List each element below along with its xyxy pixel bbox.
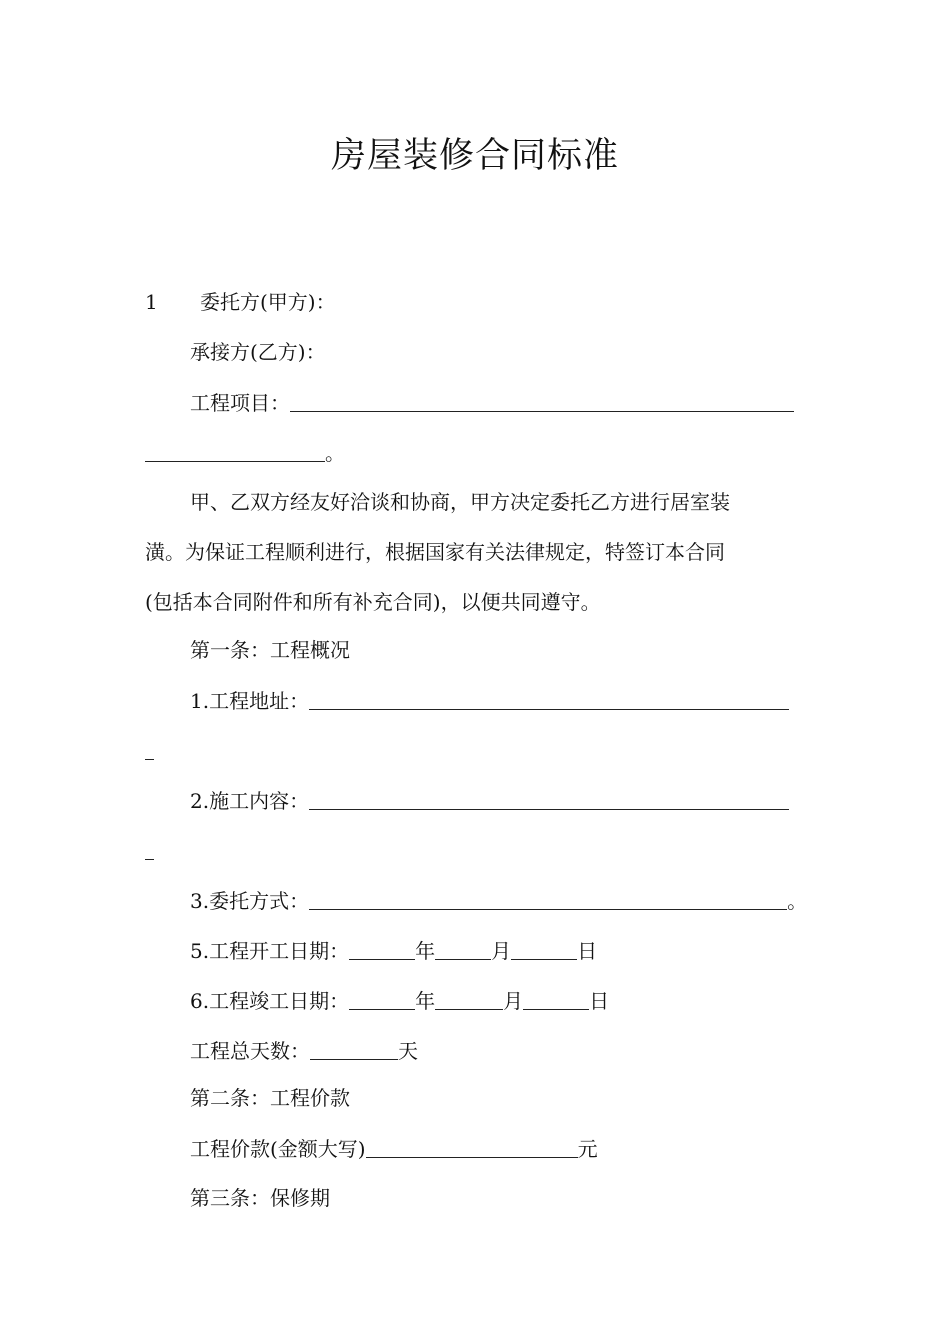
- total-days-label: 工程总天数：: [190, 1039, 310, 1063]
- content-line: [190, 788, 789, 813]
- method-label: 3.委托方式：: [190, 889, 310, 913]
- end-date-label: 6.工程竣工日期：: [190, 989, 350, 1013]
- article-2-heading: 第二条：工程价款: [190, 1086, 350, 1110]
- intro-line-3: (包括本合同附件和所有补充合同)，以便共同遵守。: [145, 590, 601, 614]
- article-1-heading: 第一条：工程概况: [190, 638, 350, 662]
- article-3-heading: 第三条：保修期: [190, 1186, 330, 1210]
- start-date-label: 5.工程开工日期：: [190, 939, 350, 963]
- price-label: 工程价款(金额大写): [190, 1137, 366, 1161]
- price-line: [190, 1136, 598, 1161]
- address-continuation: [145, 738, 154, 763]
- project-period: 。: [325, 441, 345, 465]
- address-label: 1.工程地址：: [190, 689, 310, 713]
- total-days-blank: [310, 1040, 398, 1060]
- content-blank: [309, 790, 789, 810]
- client-label: 委托方(甲方)：: [200, 290, 336, 314]
- start-year-blank: [349, 940, 415, 960]
- price-blank: [366, 1138, 578, 1158]
- end-year-blank: [349, 990, 415, 1010]
- end-year-unit: 年: [415, 989, 436, 1013]
- project-line: [190, 390, 794, 415]
- end-day-blank: [523, 990, 589, 1010]
- start-month-blank: [435, 940, 491, 960]
- content-blank-2: [145, 840, 154, 860]
- start-year-unit: 年: [415, 939, 436, 963]
- total-days-line: [190, 1038, 418, 1063]
- address-blank: [309, 690, 789, 710]
- intro-line-2: 潢。为保证工程顺利进行，根据国家有关法律规定，特签订本合同: [145, 540, 725, 564]
- start-date-line: [190, 938, 597, 963]
- item-number: 1: [145, 290, 158, 314]
- method-period: 。: [787, 889, 808, 913]
- project-label: 工程项目：: [190, 391, 290, 415]
- intro-line-1: 甲、乙双方经友好洽谈和协商，甲方决定委托乙方进行居室装: [190, 490, 730, 514]
- method-blank: [309, 890, 787, 910]
- start-day-unit: 日: [577, 939, 598, 963]
- project-continuation: [145, 440, 345, 465]
- project-blank-2: [145, 442, 325, 462]
- end-month-unit: 月: [503, 989, 524, 1013]
- address-blank-2: [145, 740, 154, 760]
- end-date-line: [190, 988, 609, 1013]
- content-label: 2.施工内容：: [190, 789, 310, 813]
- content-continuation: [145, 838, 154, 863]
- total-days-unit: 天: [398, 1039, 418, 1063]
- address-line: [190, 688, 789, 713]
- contractor-label: 承接方(乙方)：: [190, 340, 326, 364]
- start-month-unit: 月: [491, 939, 512, 963]
- project-blank: [290, 392, 794, 412]
- method-line: [190, 888, 807, 913]
- document-title: 房屋装修合同标准: [330, 136, 619, 176]
- price-unit: 元: [577, 1137, 598, 1161]
- end-day-unit: 日: [589, 989, 610, 1013]
- end-month-blank: [435, 990, 503, 1010]
- start-day-blank: [511, 940, 577, 960]
